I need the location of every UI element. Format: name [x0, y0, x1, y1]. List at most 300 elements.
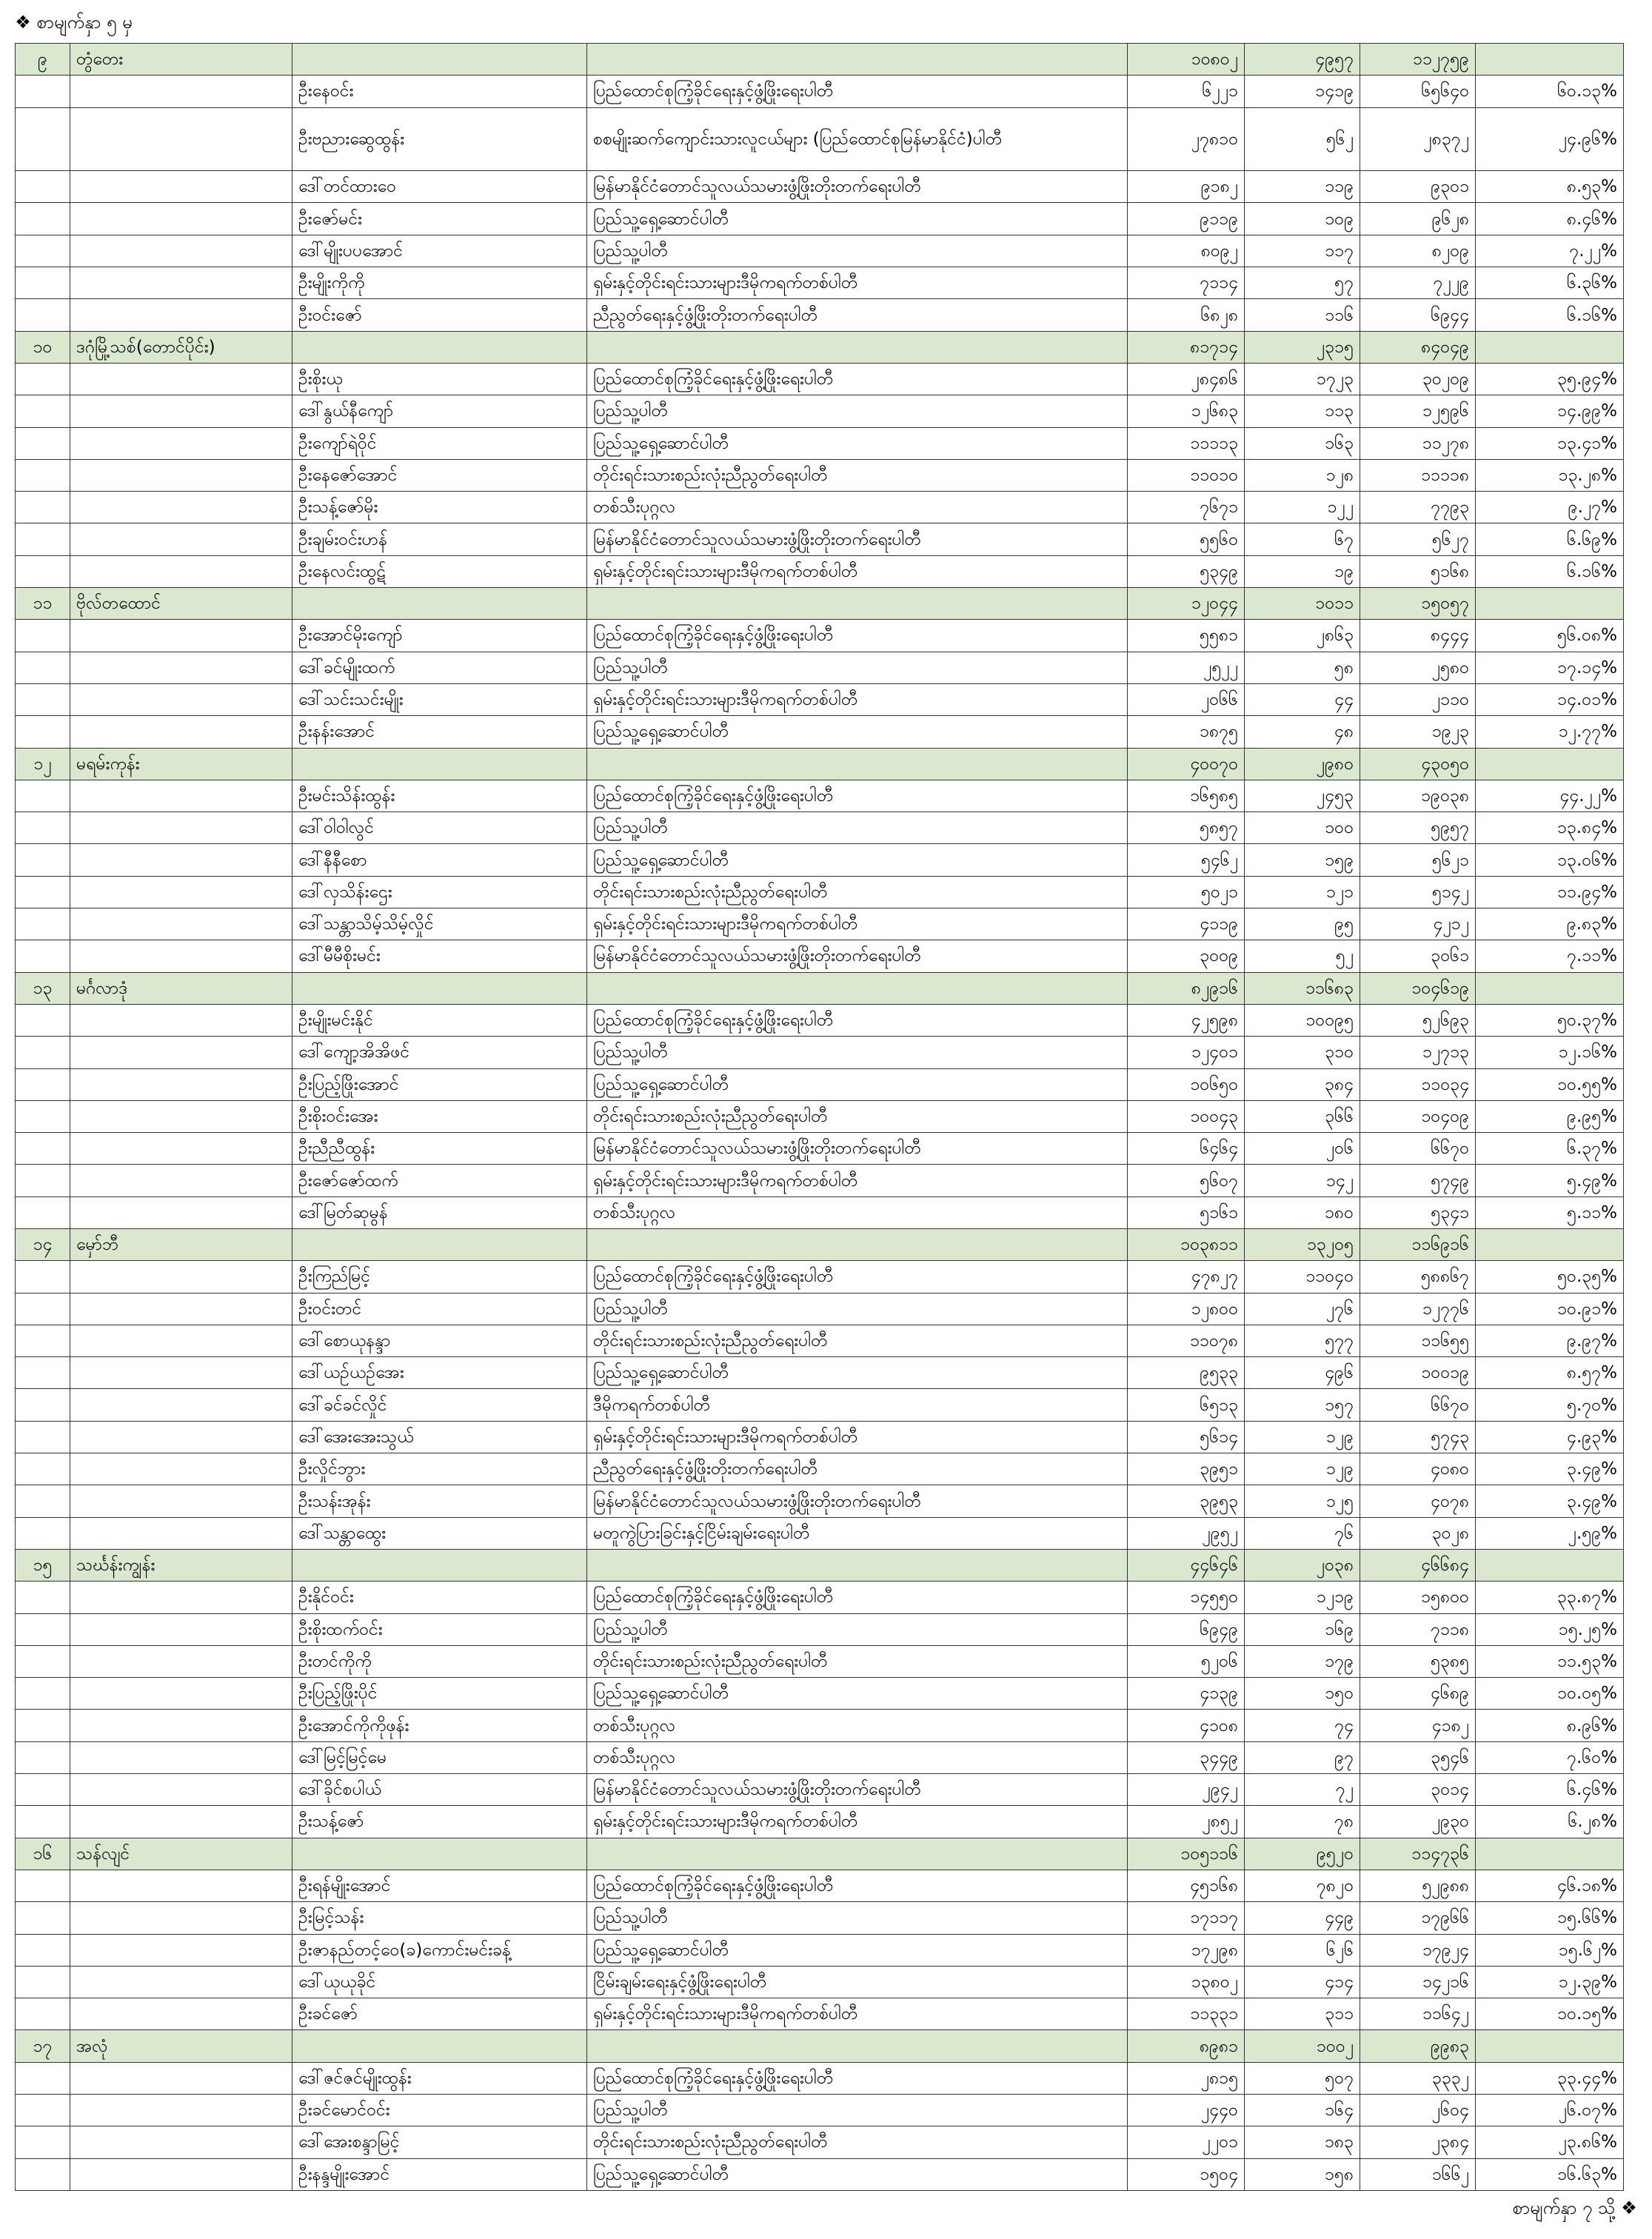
township-total-votes: ၁၀၅၁၁၆	[1128, 1838, 1245, 1870]
candidate-percent: ၃၃.၈၇%	[1476, 1582, 1624, 1613]
candidate-percent: ၈.၄၆%	[1476, 203, 1624, 235]
empty-cell	[70, 1133, 292, 1165]
candidate-percent: ၁၀.၅၅%	[1476, 1068, 1624, 1100]
candidate-invalid-votes: ၅၇၇	[1245, 1325, 1360, 1356]
candidate-name: ဒေါ်ကျော့အိအိဖင်	[292, 1037, 587, 1068]
candidate-total-votes: ၅၁၆၈	[1360, 555, 1476, 587]
candidate-votes: ၇၆၇၁	[1128, 492, 1245, 523]
empty-cell	[16, 1293, 70, 1325]
candidate-votes: ၅၂၀၆	[1128, 1645, 1245, 1677]
candidate-percent: ၁၆.၆၃%	[1476, 2158, 1624, 2190]
candidate-row	[16, 652, 1624, 683]
candidate-total-votes: ၅၃၈၅	[1360, 1645, 1476, 1677]
candidate-row	[16, 1870, 1624, 1901]
candidate-invalid-votes: ၅၈	[1245, 652, 1360, 683]
candidate-invalid-votes: ၁၅၇	[1245, 1389, 1360, 1421]
empty-cell	[16, 1357, 70, 1389]
empty-cell	[70, 363, 292, 395]
candidate-votes: ၂၀၆၆	[1128, 683, 1245, 715]
township-all-votes: ၈၄၀၄၉	[1360, 331, 1476, 363]
township-total-votes: ၁၀၃၈၁၁	[1128, 1228, 1245, 1260]
empty-cell	[16, 1037, 70, 1068]
candidate-name: ဦးဇော်ဇော်ထက်	[292, 1165, 587, 1197]
candidate-name: ဒေါ်မြတ်ဆုမွန်	[292, 1197, 587, 1228]
candidate-invalid-votes: ၁၁၆	[1245, 299, 1360, 331]
candidate-row	[16, 427, 1624, 459]
candidate-invalid-votes: ၃၈၄	[1245, 1068, 1360, 1100]
candidate-name: ဦးစိုးယု	[292, 363, 587, 395]
candidate-name: ဦးသန့်ဇော်မိုး	[292, 492, 587, 523]
candidate-votes: ၅၈၅၇	[1128, 812, 1245, 844]
empty-cell	[587, 1838, 1128, 1870]
candidate-invalid-votes: ၁၂၅	[1245, 1485, 1360, 1517]
candidate-percent: ၇.၆၀%	[1476, 1741, 1624, 1773]
candidate-percent: ၃.၄၉%	[1476, 1485, 1624, 1517]
candidate-percent: ၁၄.၉၉%	[1476, 395, 1624, 427]
candidate-row	[16, 1613, 1624, 1645]
candidate-total-votes: ၅၆၂၁	[1360, 844, 1476, 876]
candidate-total-votes: ၆၉၄၄	[1360, 299, 1476, 331]
candidate-name: ဦးလှိုင်ဘွား	[292, 1453, 587, 1485]
candidate-total-votes: ၁၁၁၁၈	[1360, 459, 1476, 491]
candidate-percent: ၁၇.၁၄%	[1476, 652, 1624, 683]
candidate-row	[16, 2126, 1624, 2158]
township-number: ၁၁	[16, 588, 70, 620]
candidate-votes: ၁၂၈၀၀	[1128, 1293, 1245, 1325]
candidate-percent: ၄.၉၃%	[1476, 1421, 1624, 1453]
candidate-invalid-votes: ၂၈၆၃	[1245, 620, 1360, 652]
candidate-invalid-votes: ၄၄	[1245, 683, 1360, 715]
candidate-percent: ၈.၉၆%	[1476, 1710, 1624, 1741]
empty-cell	[292, 1228, 587, 1260]
empty-cell	[70, 523, 292, 555]
township-number: ၁၄	[16, 1228, 70, 1260]
candidate-total-votes: ၉၆၂၈	[1360, 203, 1476, 235]
candidate-row	[16, 1357, 1624, 1389]
candidate-name: ဦးဇာနည်တင့်ဝေ(ခ)ကောင်းမင်းခန့်	[292, 1934, 587, 1966]
party-name: မြန်မာနိုင်ငံတောင်သူလယ်သမားဖွံ့ဖြိုးတိုးတက်ရေးပါတီ	[587, 523, 1128, 555]
candidate-total-votes: ၁၁၀၃၄	[1360, 1068, 1476, 1100]
candidate-votes: ၃၄၄၉	[1128, 1741, 1245, 1773]
empty-cell	[70, 1934, 292, 1966]
candidate-total-votes: ၄၆၈၉	[1360, 1678, 1476, 1710]
candidate-percent: ၁၅.၆၂%	[1476, 1934, 1624, 1966]
empty-cell	[16, 1582, 70, 1613]
candidate-invalid-votes: ၁၀၉	[1245, 203, 1360, 235]
candidate-percent: ၁၂.၃၉%	[1476, 1966, 1624, 1998]
empty-cell	[16, 1645, 70, 1677]
candidate-invalid-votes: ၅၇	[1245, 267, 1360, 299]
township-row	[16, 748, 1624, 780]
empty-cell	[70, 76, 292, 107]
candidate-invalid-votes: ၁၈၃	[1245, 2126, 1360, 2158]
candidate-invalid-votes: ၂၀၆	[1245, 1133, 1360, 1165]
empty-cell	[16, 1100, 70, 1132]
candidate-invalid-votes: ၁၁၉	[1245, 171, 1360, 203]
party-name: ရှမ်းနှင့်တိုင်းရင်းသားများဒီမိုကရက်တစ်ပါတီ	[587, 908, 1128, 940]
empty-cell	[70, 171, 292, 203]
empty-cell	[16, 1870, 70, 1901]
candidate-votes: ၉၅၃၃	[1128, 1357, 1245, 1389]
candidate-row	[16, 1774, 1624, 1806]
party-name: တစ်သီးပုဂ္ဂလ	[587, 492, 1128, 523]
empty-cell	[16, 1004, 70, 1036]
candidate-votes: ၅၄၆၂	[1128, 844, 1245, 876]
candidate-votes: ၅၀၂၁	[1128, 876, 1245, 908]
candidate-row	[16, 1037, 1624, 1068]
candidate-total-votes: ၃၀၂၀၉	[1360, 363, 1476, 395]
candidate-name: ဒေါ်နီနီစော	[292, 844, 587, 876]
empty-cell	[70, 1421, 292, 1453]
candidate-row	[16, 1710, 1624, 1741]
candidate-percent: ၆.၂၈%	[1476, 1806, 1624, 1838]
candidate-row	[16, 940, 1624, 972]
candidate-invalid-votes: ၉၇	[1245, 1741, 1360, 1773]
candidate-invalid-votes: ၁၅၀	[1245, 1678, 1360, 1710]
party-name: ပြည်သူ့ရှေ့ဆောင်ပါတီ	[587, 1678, 1128, 1710]
candidate-row	[16, 76, 1624, 107]
empty-cell	[16, 395, 70, 427]
empty-cell	[70, 1100, 292, 1132]
township-row	[16, 588, 1624, 620]
empty-cell	[292, 748, 587, 780]
candidate-invalid-votes: ၄၉၆	[1245, 1357, 1360, 1389]
township-name: သန်လျင်	[70, 1838, 292, 1870]
empty-cell	[587, 588, 1128, 620]
party-name: တစ်သီးပုဂ္ဂလ	[587, 1741, 1128, 1773]
candidate-total-votes: ၅၆၂၇	[1360, 523, 1476, 555]
candidate-percent: ၁၀.၀၅%	[1476, 1678, 1624, 1710]
party-name: တိုင်းရင်းသားစည်းလုံးညီညွတ်ရေးပါတီ	[587, 876, 1128, 908]
candidate-invalid-votes: ၆၂၆	[1245, 1934, 1360, 1966]
empty-cell	[70, 1165, 292, 1197]
empty-cell	[70, 1710, 292, 1741]
candidate-name: ဦးနေဇော်အောင်	[292, 459, 587, 491]
candidate-percent: ၆၀.၁၃%	[1476, 76, 1624, 107]
candidate-percent: ၁၁.၅၃%	[1476, 1645, 1624, 1677]
empty-cell	[16, 940, 70, 972]
candidate-votes: ၂၈၄၈၆	[1128, 363, 1245, 395]
candidate-total-votes: ၁၇၉၆၆	[1360, 1902, 1476, 1934]
party-name: ပြည်ထောင်စုကြံ့ခိုင်ရေးနှင့်ဖွံ့ဖြိုးရေးပါတီ	[587, 76, 1128, 107]
candidate-row	[16, 1966, 1624, 1998]
township-all-votes: ၁၁၄၇၃၆	[1360, 1838, 1476, 1870]
party-name: ပြည်သူ့ပါတီ	[587, 652, 1128, 683]
empty-cell	[70, 1741, 292, 1773]
empty-cell	[292, 44, 587, 76]
party-name: ရှမ်းနှင့်တိုင်းရင်းသားများဒီမိုကရက်တစ်ပါတီ	[587, 1806, 1128, 1838]
empty-cell	[587, 972, 1128, 1004]
candidate-total-votes: ၄၁၈၂	[1360, 1710, 1476, 1741]
party-name: မြန်မာနိုင်ငံတောင်သူလယ်သမားဖွံ့ဖြိုးတိုးတက်ရေးပါတီ	[587, 1774, 1128, 1806]
candidate-percent: ၆.၆၉%	[1476, 523, 1624, 555]
empty-cell	[1476, 588, 1624, 620]
candidate-row	[16, 1100, 1624, 1132]
empty-cell	[70, 427, 292, 459]
candidate-invalid-votes: ၁၁၇	[1245, 235, 1360, 267]
party-name: ပြည်သူ့ပါတီ	[587, 235, 1128, 267]
party-name: ရှမ်းနှင့်တိုင်းရင်းသားများဒီမိုကရက်တစ်ပါတီ	[587, 267, 1128, 299]
candidate-row	[16, 1485, 1624, 1517]
township-name: သင်္ဃန်းကျွန်း	[70, 1549, 292, 1581]
candidate-total-votes: ၈၄၄၄	[1360, 620, 1476, 652]
candidate-row	[16, 1325, 1624, 1356]
township-total-votes: ၄၄၆၄၆	[1128, 1549, 1245, 1581]
empty-cell	[16, 107, 70, 171]
empty-cell	[70, 1389, 292, 1421]
candidate-name: ဒေါ်နွယ်နီကျော်	[292, 395, 587, 427]
empty-cell	[70, 683, 292, 715]
township-total-votes: ၁၀၈၀၂	[1128, 44, 1245, 76]
empty-cell	[70, 876, 292, 908]
candidate-votes: ၈၀၉၂	[1128, 235, 1245, 267]
candidate-invalid-votes: ၁၄၂	[1245, 1165, 1360, 1197]
party-name: တိုင်းရင်းသားစည်းလုံးညီညွတ်ရေးပါတီ	[587, 459, 1128, 491]
candidate-votes: ၄၅၁၆၈	[1128, 1870, 1245, 1901]
candidate-votes: ၂၇၈၁၀	[1128, 107, 1245, 171]
candidate-votes: ၄၂၅၉၈	[1128, 1004, 1245, 1036]
candidate-row	[16, 171, 1624, 203]
candidate-invalid-votes: ၁၅၉	[1245, 844, 1360, 876]
candidate-row	[16, 492, 1624, 523]
candidate-name: ဦးမြင့်သန်း	[292, 1902, 587, 1934]
candidate-percent: ၅၆.၀၈%	[1476, 620, 1624, 652]
candidate-row	[16, 1645, 1624, 1677]
empty-cell	[70, 652, 292, 683]
candidate-votes: ၃၉၅၃	[1128, 1485, 1245, 1517]
candidate-total-votes: ၁၉၀၃၈	[1360, 780, 1476, 811]
candidate-votes: ၁၀၆၅၀	[1128, 1068, 1245, 1100]
empty-cell	[16, 1421, 70, 1453]
empty-cell	[70, 1582, 292, 1613]
empty-cell	[70, 812, 292, 844]
candidate-percent: ၆.၁၆%	[1476, 555, 1624, 587]
candidate-name: ဦးညီညီထွန်း	[292, 1133, 587, 1165]
empty-cell	[1476, 1228, 1624, 1260]
candidate-total-votes: ၇၇၉၃	[1360, 492, 1476, 523]
empty-cell	[16, 1774, 70, 1806]
candidate-row	[16, 555, 1624, 587]
party-name: တစ်သီးပုဂ္ဂလ	[587, 1197, 1128, 1228]
candidate-total-votes: ၁၂၅၉၆	[1360, 395, 1476, 427]
empty-cell	[16, 2158, 70, 2190]
candidate-invalid-votes: ၁၆၃	[1245, 427, 1360, 459]
township-invalid-votes: ၁၃၂၀၅	[1245, 1228, 1360, 1260]
candidate-votes: ၅၅၈၁	[1128, 620, 1245, 652]
party-name: ပြည်သူ့ရှေ့ဆောင်ပါတီ	[587, 203, 1128, 235]
empty-cell	[16, 844, 70, 876]
candidate-votes: ၂၂၀၁	[1128, 2126, 1245, 2158]
party-name: မတူကွဲပြားခြင်းနှင့်ငြိမ်းချမ်းရေးပါတီ	[587, 1517, 1128, 1549]
candidate-name: ဦးသန့်ဇော်	[292, 1806, 587, 1838]
empty-cell	[292, 972, 587, 1004]
candidate-row	[16, 1453, 1624, 1485]
candidate-row	[16, 203, 1624, 235]
township-row	[16, 1549, 1624, 1581]
candidate-row	[16, 1806, 1624, 1838]
candidate-invalid-votes: ၁၁၃	[1245, 395, 1360, 427]
candidate-percent: ၄၄.၂၂%	[1476, 780, 1624, 811]
candidate-total-votes: ၃၃၃၂	[1360, 2062, 1476, 2094]
township-all-votes: ၁၁၆၉၁၆	[1360, 1228, 1476, 1260]
candidate-total-votes: ၂၅၈၀	[1360, 652, 1476, 683]
candidate-row	[16, 1068, 1624, 1100]
candidate-percent: ၅.၄၉%	[1476, 1165, 1624, 1197]
candidate-total-votes: ၁၂၇၁၃	[1360, 1037, 1476, 1068]
party-name: မြန်မာနိုင်ငံတောင်သူလယ်သမားဖွံ့ဖြိုးတိုးတက်ရေးပါတီ	[587, 1133, 1128, 1165]
party-name: ပြည်ထောင်စုကြံ့ခိုင်ရေးနှင့်ဖွံ့ဖြိုးရေးပါတီ	[587, 1261, 1128, 1293]
township-number: ၁၅	[16, 1549, 70, 1581]
candidate-row	[16, 1934, 1624, 1966]
empty-cell	[16, 620, 70, 652]
candidate-invalid-votes: ၇၄	[1245, 1710, 1360, 1741]
candidate-name: ဦးခင်မောင်ဝင်း	[292, 2095, 587, 2126]
empty-cell	[587, 1228, 1128, 1260]
empty-cell	[70, 2126, 292, 2158]
candidate-invalid-votes: ၁၆၄	[1245, 2095, 1360, 2126]
candidate-invalid-votes: ၇၆	[1245, 1517, 1360, 1549]
candidate-row	[16, 267, 1624, 299]
candidate-votes: ၁၂၄၀၁	[1128, 1037, 1245, 1068]
results-table-container	[15, 43, 1623, 2191]
candidate-votes: ၁၄၅၅၀	[1128, 1582, 1245, 1613]
party-name: ညီညွတ်ရေးနှင့်ဖွံ့ဖြိုးတိုးတက်ရေးပါတီ	[587, 299, 1128, 331]
candidate-total-votes: ၆၆၇၀	[1360, 1133, 1476, 1165]
candidate-total-votes: ၄၀၈၀	[1360, 1453, 1476, 1485]
township-row	[16, 972, 1624, 1004]
empty-cell	[16, 76, 70, 107]
empty-cell	[587, 44, 1128, 76]
candidate-row	[16, 1004, 1624, 1036]
candidate-percent: ၆.၃၇%	[1476, 1133, 1624, 1165]
empty-cell	[292, 1549, 587, 1581]
township-all-votes: ၉၉၈၃	[1360, 2030, 1476, 2062]
empty-cell	[16, 1517, 70, 1549]
empty-cell	[16, 299, 70, 331]
township-total-votes: ၁၂၀၄၄	[1128, 588, 1245, 620]
empty-cell	[70, 267, 292, 299]
candidate-percent: ၅၀.၃၇%	[1476, 1004, 1624, 1036]
empty-cell	[16, 1133, 70, 1165]
candidate-name: ဦးမျိုးကိုကို	[292, 267, 587, 299]
candidate-votes: ၁၃၈၀၂	[1128, 1966, 1245, 1998]
candidate-total-votes: ၅၉၅၇	[1360, 812, 1476, 844]
empty-cell	[16, 203, 70, 235]
candidate-votes: ၁၀၀၄၃	[1128, 1100, 1245, 1132]
empty-cell	[70, 1068, 292, 1100]
candidate-name: ဦးပြည့်ဖြိုးအောင်	[292, 1068, 587, 1100]
township-number: ၁၂	[16, 748, 70, 780]
township-number: ၁၃	[16, 972, 70, 1004]
empty-cell	[70, 1645, 292, 1677]
candidate-votes: ၁၁၀၇၈	[1128, 1325, 1245, 1356]
party-name: ရှမ်းနှင့်တိုင်းရင်းသားများဒီမိုကရက်တစ်ပါတီ	[587, 555, 1128, 587]
township-all-votes: ၁၀၄၆၁၉	[1360, 972, 1476, 1004]
party-name: ငြိမ်းချမ်းရေးနှင့်ဖွံ့ဖြိုးရေးပါတီ	[587, 1966, 1128, 1998]
candidate-votes: ၉၁၁၉	[1128, 203, 1245, 235]
candidate-votes: ၂၈၁၅	[1128, 2062, 1245, 2094]
party-name: ပြည်ထောင်စုကြံ့ခိုင်ရေးနှင့်ဖွံ့ဖြိုးရေးပါတီ	[587, 363, 1128, 395]
candidate-percent: ၁၃.၄၁%	[1476, 427, 1624, 459]
empty-cell	[70, 459, 292, 491]
empty-cell	[16, 716, 70, 748]
candidate-votes: ၁၁၀၁၀	[1128, 459, 1245, 491]
empty-cell	[16, 1966, 70, 1998]
candidate-row	[16, 1389, 1624, 1421]
empty-cell	[16, 1998, 70, 2030]
candidate-row	[16, 235, 1624, 267]
candidate-votes: ၅၃၄၉	[1128, 555, 1245, 587]
candidate-total-votes: ၁၁၂၇၈	[1360, 427, 1476, 459]
candidate-row	[16, 363, 1624, 395]
empty-cell	[70, 2158, 292, 2190]
candidate-name: ဦးစိုးထက်ဝင်း	[292, 1613, 587, 1645]
candidate-invalid-votes: ၁၈၀	[1245, 1197, 1360, 1228]
footer-text: စာမျက်နှာ ၇ သို့	[1512, 2198, 1616, 2218]
candidate-invalid-votes: ၁၂၂	[1245, 492, 1360, 523]
candidate-percent: ၂၄.၉၆%	[1476, 107, 1624, 171]
empty-cell	[70, 1678, 292, 1710]
candidate-name: ဦးအောင်မိုးကျော်	[292, 620, 587, 652]
candidate-row	[16, 1678, 1624, 1710]
candidate-invalid-votes: ၆၇	[1245, 523, 1360, 555]
candidate-invalid-votes: ၇၈၂၀	[1245, 1870, 1360, 1901]
township-row	[16, 44, 1624, 76]
diamond-icon: ❖	[1621, 2198, 1637, 2218]
empty-cell	[292, 588, 587, 620]
candidate-name: ဦးအောင်ကိုကိုဖုန်း	[292, 1710, 587, 1741]
party-name: ပြည်ထောင်စုကြံ့ခိုင်ရေးနှင့်ဖွံ့ဖြိုးရေးပါတီ	[587, 1582, 1128, 1613]
candidate-name: ဒေါ်ယုယုခိုင်	[292, 1966, 587, 1998]
party-name: ပြည်သူ့ပါတီ	[587, 812, 1128, 844]
candidate-row	[16, 812, 1624, 844]
empty-cell	[16, 1741, 70, 1773]
empty-cell	[70, 940, 292, 972]
candidate-votes: ၅၁၆၁	[1128, 1197, 1245, 1228]
candidate-total-votes: ၁၀၄၀၉	[1360, 1100, 1476, 1132]
candidate-row	[16, 683, 1624, 715]
empty-cell	[16, 1678, 70, 1710]
empty-cell	[16, 459, 70, 491]
empty-cell	[70, 1453, 292, 1485]
candidate-name: ဦးတင်ကိုကို	[292, 1645, 587, 1677]
candidate-name: ဒေါ်သန္တာထွေး	[292, 1517, 587, 1549]
election-results-table	[15, 43, 1624, 2191]
candidate-name: ဒေါ်ဇင်ဇင်မျိုးထွန်း	[292, 2062, 587, 2094]
township-invalid-votes: ၉၅၂၀	[1245, 1838, 1360, 1870]
candidate-invalid-votes: ၁၂၉	[1245, 1453, 1360, 1485]
township-all-votes: ၄၃၀၅၀	[1360, 748, 1476, 780]
empty-cell	[70, 1966, 292, 1998]
candidate-name: ဒေါ်အေးအေးသွယ်	[292, 1421, 587, 1453]
candidate-row	[16, 1197, 1624, 1228]
candidate-name: ဒေါ်မီမီစိုးမင်း	[292, 940, 587, 972]
candidate-votes: ၆၄၆၄	[1128, 1133, 1245, 1165]
candidate-votes: ၆၈၂၈	[1128, 299, 1245, 331]
candidate-name: ဒေါ်သန္တာသိမ့်သိမ့်လှိုင်	[292, 908, 587, 940]
candidate-votes: ၉၁၈၂	[1128, 171, 1245, 203]
candidate-votes: ၄၁၁၉	[1128, 908, 1245, 940]
candidate-percent: ၁၀.၁၅%	[1476, 1998, 1624, 2030]
diamond-icon: ❖	[15, 12, 31, 33]
candidate-percent: ၁၄.၀၁%	[1476, 683, 1624, 715]
candidate-name: ဦးနေလင်းထွဋ်	[292, 555, 587, 587]
candidate-name: ဦးဝင်းတင်	[292, 1293, 587, 1325]
township-name: မှော်ဘီ	[70, 1228, 292, 1260]
empty-cell	[16, 908, 70, 940]
township-all-votes: ၁၁၂၇၅၉	[1360, 44, 1476, 76]
candidate-votes: ၁၇၁၁၇	[1128, 1902, 1245, 1934]
